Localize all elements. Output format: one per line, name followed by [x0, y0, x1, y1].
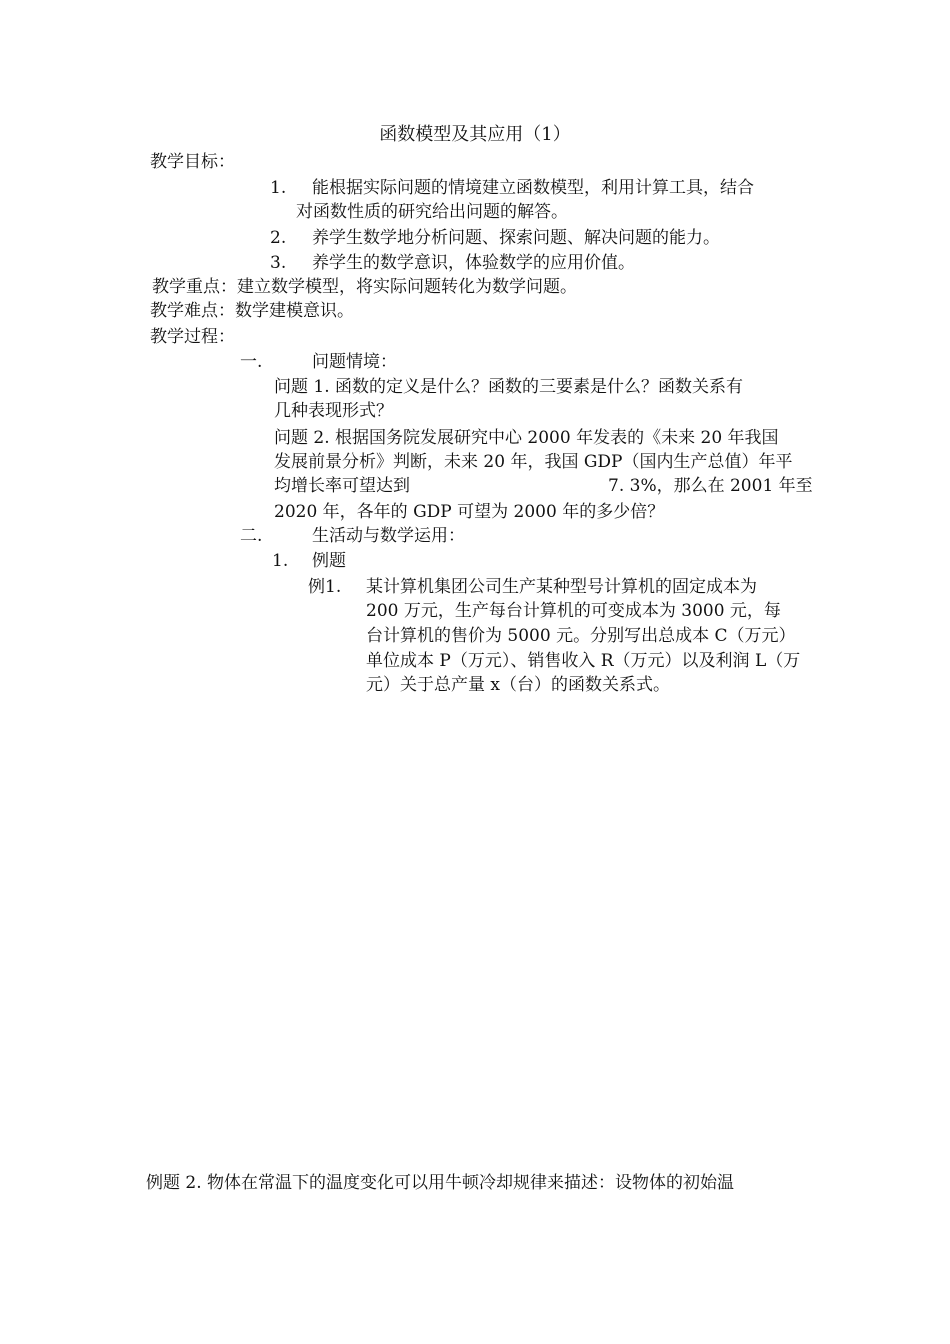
section-number: 一. — [240, 352, 263, 372]
key-point: 教学重点：建立数学模型，将实际问题转化为数学问题。 — [152, 277, 577, 297]
section-heading: 问题情境： — [312, 352, 397, 372]
process-label: 教学过程： — [150, 327, 235, 347]
question-2-line: 7. 3%，那么在 2001 年至 — [608, 476, 813, 496]
objective-text: 能根据实际问题的情境建立函数模型，利用计算工具，结合 — [312, 178, 754, 198]
question-1-line: 问题 1. 函数的定义是什么？函数的三要素是什么？函数关系有 — [274, 377, 744, 397]
question-2-line: 问题 2. 根据国务院发展研究中心 2000 年发表的《未来 20 年我国 — [274, 428, 779, 448]
example-1-line: 某计算机集团公司生产某种型号计算机的固定成本为 — [366, 577, 757, 597]
example-1-line: 单位成本 P（万元）、销售收入 R（万元）以及利润 L（万 — [366, 651, 801, 671]
example-1-line: 200 万元，生产每台计算机的可变成本为 3000 元，每 — [366, 601, 781, 621]
question-2-line: 发展前景分析》判断，未来 20 年，我国 GDP（国内生产总值）年平 — [274, 452, 793, 472]
objective-text: 养学生的数学意识，体验数学的应用价值。 — [312, 253, 635, 273]
question-1-line: 几种表现形式？ — [274, 401, 393, 421]
example-2-line: 例题 2. 物体在常温下的温度变化可以用牛顿冷却规律来描述：设物体的初始温 — [146, 1173, 735, 1193]
objectives-label: 教学目标： — [150, 152, 235, 172]
objective-number: 3. — [270, 253, 287, 273]
document-title: 函数模型及其应用（1） — [379, 124, 571, 145]
objective-text: 养学生数学地分析问题、探索问题、解决问题的能力。 — [312, 228, 720, 248]
question-2-line: 均增长率可望达到 — [274, 476, 410, 496]
question-2-line: 2020 年，各年的 GDP 可望为 2000 年的多少倍？ — [274, 502, 665, 522]
subsection-heading: 例题 — [312, 551, 346, 571]
subsection-number: 1. — [272, 551, 289, 571]
example-1-line: 元）关于总产量 x（台）的函数关系式。 — [366, 675, 670, 695]
example-1-line: 台计算机的售价为 5000 元。分别写出总成本 C（万元） — [366, 626, 796, 646]
example-number: 例1. — [308, 577, 342, 597]
section-heading: 生活动与数学运用： — [312, 526, 465, 546]
section-number: 二. — [240, 526, 263, 546]
objective-text-continued: 对函数性质的研究给出问题的解答。 — [296, 202, 568, 222]
objective-number: 1. — [270, 178, 287, 198]
difficulty: 教学难点：数学建模意识。 — [150, 301, 354, 321]
objective-number: 2. — [270, 228, 287, 248]
